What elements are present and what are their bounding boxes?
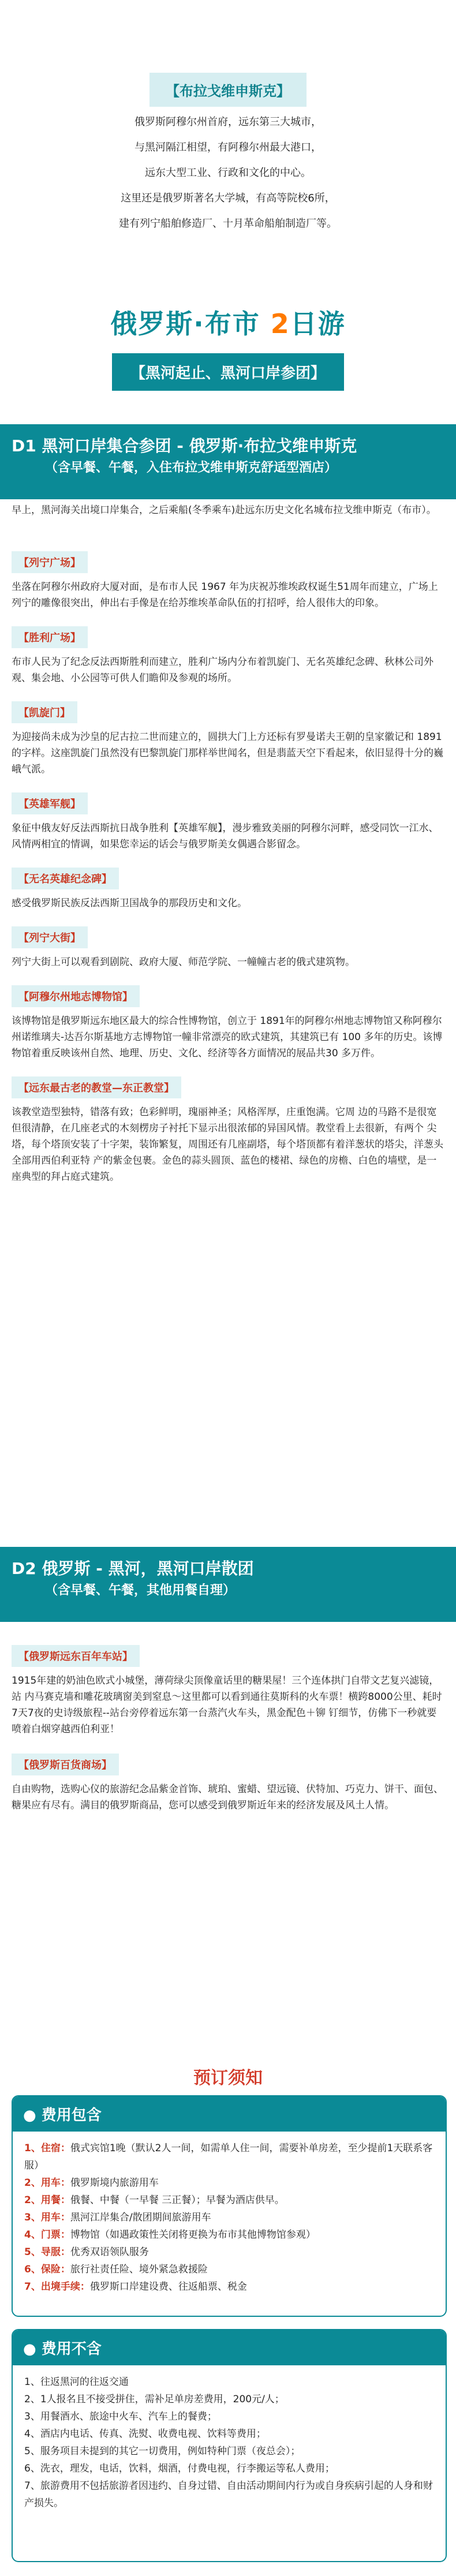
fee-item-key: 3、用车：: [24, 2212, 70, 2223]
day1-meals: （含早餐、午餐，入住布拉戈维申斯克舒适型酒店）: [45, 461, 338, 475]
sight-label: 【俄罗斯百货商场】: [12, 1754, 119, 1775]
fee-included-item: [24, 2278, 434, 2295]
day1-sights: [12, 551, 444, 1200]
fee-item-key: 1、住宿：: [24, 2143, 70, 2154]
sight-label: 【胜利广场】: [12, 626, 88, 648]
fee-included-list: [13, 2132, 446, 2304]
fee-excluded-list: [13, 2365, 446, 2520]
fee-excluded-item: 3、用餐酒水、旅途中火车、汽车上的餐费；: [24, 2411, 217, 2422]
fee-item-key: 7、出境手续：: [24, 2281, 90, 2293]
sight-description: 象征中俄友好反法西斯抗日战争胜利【英雄军舰】，漫步雅致美丽的阿穆尔河畔，感受同饮一江水、风情两相宜的情调，如果您幸运的话会与俄罗斯美女偶遇合影留念。: [12, 822, 439, 850]
intro-line: 远东大型工业、行政和文化的中心。: [145, 167, 311, 179]
sight-label: 【阿穆尔州地志博物馆】: [12, 985, 140, 1007]
intro-line: 这里还是俄罗斯著名大学城，有高等院校6所，: [121, 192, 335, 204]
sight-label: 【无名英雄纪念碑】: [12, 868, 119, 889]
fee-item-key: 2、用餐：: [24, 2194, 70, 2206]
fee-item-value: 俄罗斯口岸建设费、往返船票、税金: [89, 2281, 247, 2293]
sight-label: 【远东最古老的教堂—东正教堂】: [12, 1076, 181, 1098]
notes-header: [0, 2063, 456, 2089]
intro-header: [0, 73, 456, 107]
fee-excluded-item: 5、服务项目未提到的其它一切费用，例如特种门票（夜总会）；: [24, 2446, 301, 2457]
fee-item-key: 4、门票：: [24, 2229, 70, 2241]
sight-label: 【列宁广场】: [12, 551, 88, 573]
sight-description: 为迎接尚未成为沙皇的尼古拉二世而建立的，圆拱大门上方还标有罗曼诺夫王朝的皇家徽记和 1891 的字样。这座凯旋门虽然没有巴黎凯旋门那样举世闻名，但是翡蓝天空下看起来，依旧显得十分的巍峨气派。: [12, 731, 443, 775]
intro-line: 建有列宁船舶修造厂、十月革命船舶制造厂等。: [119, 218, 337, 230]
fee-excluded-box: [12, 2329, 447, 2562]
sight-description: 1915年建的奶油色欧式小城堡，薄荷绿尖顶像童话里的糖果屋！三个连体拱门自带文艺复兴滤镜，站 内马赛克墙和雕花玻璃窗美到窒息～这里都可以看到通往莫斯科的火车票！横跨8000公里、耗时7天7夜的史诗级旅程--站台旁停着远东第一台蒸汽火车头，黑金配色＋铆 钉细节，仿佛下一秒就要喷着白烟穿越西伯利亚！: [12, 1675, 442, 1735]
fee-item-key: 5、导服：: [24, 2246, 70, 2258]
sight-item: [12, 701, 444, 777]
fee-included-item: [24, 2140, 434, 2174]
sight-label: 【列宁大街】: [12, 926, 88, 948]
fee-included-item: [24, 2261, 434, 2278]
fee-excluded-heading: [13, 2330, 446, 2365]
fee-included-item: [24, 2226, 434, 2244]
fee-item-value: 博物馆（如遇政策性关闭将更换为布市其他博物馆参观）: [70, 2229, 316, 2241]
fee-item-value: 黑河江岸集合/散团期间旅游用车: [70, 2212, 211, 2223]
sight-label: 【俄罗斯远东百年车站】: [12, 1645, 140, 1667]
fee-excluded-item: 2、1人报名且不接受拼住，需补足单房差费用，200元/人；: [24, 2394, 285, 2405]
sight-item: [12, 551, 444, 611]
fee-item-value: 俄罗斯境内旅游用车: [70, 2177, 159, 2189]
sight-item: [12, 926, 444, 970]
fee-item-value: 旅行社责任险、境外紧急救援险: [70, 2264, 208, 2275]
bullet-dot-icon: ●: [23, 2341, 36, 2358]
fee-included-item: [24, 2209, 434, 2226]
notes-title: 预订须知: [193, 2068, 263, 2088]
tour-title-part2: 日游: [290, 308, 346, 339]
sight-item: [12, 868, 444, 911]
tour-subtitle: 【黑河起止、黑河口岸参团】: [112, 353, 344, 391]
day1-header: [0, 424, 456, 499]
intro-line: 与黑河隔江相望，有阿穆尔州最大港口，: [134, 141, 322, 154]
day1-title: D1 黑河口岸集合参团 - 俄罗斯·布拉戈维申斯克: [12, 436, 357, 455]
day2-title: D2 俄罗斯 - 黑河，黑河口岸散团: [12, 1559, 254, 1578]
sight-description: 该教堂造型独特，错落有致；色彩鲜明，瑰丽神圣；风格浑厚，庄重饱满。它周 边的马路不是很宽但很清静，在几座老式的木刻楞房子衬托下显示出很浓郁的异国风情。教堂看上去很新，有两个 尖塔，每个塔顶安装了十字架，装饰繁复，周围还有几座副塔，每个塔顶都有着洋葱状的塔尖，洋葱头全部用西伯利亚特 产的紫金包裹。金色的蒜头圆顶、蓝色的楼裙、绿色的房檐、白色的墙壁，是一座典型的拜占庭式建筑。: [12, 1106, 443, 1183]
bullet-dot-icon: ●: [23, 2107, 36, 2124]
fee-item-value: 俄餐、中餐（一早餐 三正餐）；早餐为酒店供早。: [70, 2194, 285, 2206]
tour-subtitle-wrap: [0, 353, 456, 391]
fee-item-value: 俄式宾馆1晚（默认2人一间，如需单人住一间，需要补单房差，至少提前1天联系客服）: [24, 2143, 433, 2171]
day2-sights: [12, 1645, 444, 1830]
fee-excluded-item: 4、酒店内电话、传真、洗熨、收费电视、饮料等费用；: [24, 2428, 266, 2440]
fee-included-item: [24, 2244, 434, 2261]
intro-line: 俄罗斯阿穆尔州首府，远东第三大城市，: [134, 116, 322, 128]
day1-intro: 早上，黑河海关出境口岸集合，之后乘船(冬季乘车)赴远东历史文化名城布拉戈维申斯克（布市）。: [12, 504, 436, 516]
fee-excluded-title: 费用不含: [41, 2341, 102, 2358]
tour-title-part1: 俄罗斯·布市: [110, 308, 260, 339]
intro-text: [0, 110, 456, 237]
fee-item-value: 优秀双语领队服务: [70, 2246, 149, 2258]
sight-description: 坐落在阿穆尔州政府大厦对面，是布市人民 1967 年为庆祝苏维埃政权诞生51周年而建立，广场上列宁的雕像很突出，伸出右手像是在给苏维埃革命队伍的打招呼，给人很伟大的印象。: [12, 581, 438, 609]
tour-title-days: 2: [270, 308, 290, 339]
sight-item: [12, 985, 444, 1061]
fee-included-box: [12, 2095, 447, 2317]
fee-item-key: 2、用车：: [24, 2177, 70, 2189]
sight-label: 【凯旋门】: [12, 701, 77, 723]
sight-description: 感受俄罗斯民族反法西斯卫国战争的那段历史和文化。: [12, 898, 247, 909]
fee-excluded-item: 1、往返黑河的往返交通: [24, 2376, 129, 2388]
fee-included-item: [24, 2174, 434, 2192]
sight-description: 列宁大街上可以观看到剧院、政府大厦、师范学院、一幢幢古老的俄式建筑物。: [12, 956, 355, 968]
sight-label: 【英雄军舰】: [12, 792, 88, 814]
tour-title: [0, 303, 456, 341]
fee-item-key: 6、保险：: [24, 2264, 70, 2275]
sight-item: [12, 1076, 444, 1185]
fee-excluded-item: 7、旅游费用不包括旅游者因违约、自身过错、自由活动期间内行为或自身疾病引起的人身和财产损失。: [24, 2480, 433, 2509]
sight-description: 自由购物，选购心仪的旅游纪念品紫金首饰、琥珀、蜜蜡、望远镜、伏特加、巧克力、饼干、面包、糖果应有尽有。满目的俄罗斯商品，您可以感受到俄罗斯近年来的经济发展及风土人情。: [12, 1784, 443, 1811]
sight-description: 布市人民为了纪念反法西斯胜利而建立，胜利广场内分布着凯旋门、无名英雄纪念碑、秋林公司外观、集会地、小公园等可供人们瞻仰及参观的场所。: [12, 656, 433, 684]
fee-included-heading: [13, 2096, 446, 2132]
sight-item: [12, 792, 444, 853]
section-title: 【布拉戈维申斯克】: [149, 73, 307, 107]
sight-description: 该博物馆是俄罗斯远东地区最大的综合性博物馆，创立于 1891年的阿穆尔州地志博物馆又称阿穆尔州诺维璃夫-达吾尔斯基地方志博物馆一幢非常漂亮的欧式建筑，其建筑已有 100 多年的历史。该博物馆着重反映该州自然、地理、历史、文化、经济等各方面情况的展品共30 多万件。: [12, 1015, 443, 1059]
day2-meals: （含早餐、午餐，其他用餐自理）: [45, 1583, 236, 1598]
fee-included-item: [24, 2192, 434, 2209]
fee-included-title: 费用包含: [41, 2107, 102, 2124]
fee-excluded-item: 6、洗衣，理发，电话，饮料，烟酒，付费电视，行李搬运等私人费用；: [24, 2463, 335, 2474]
sight-item: [12, 626, 444, 686]
sight-item: [12, 1754, 444, 1814]
sight-item: [12, 1645, 444, 1737]
day2-header: [0, 1547, 456, 1622]
